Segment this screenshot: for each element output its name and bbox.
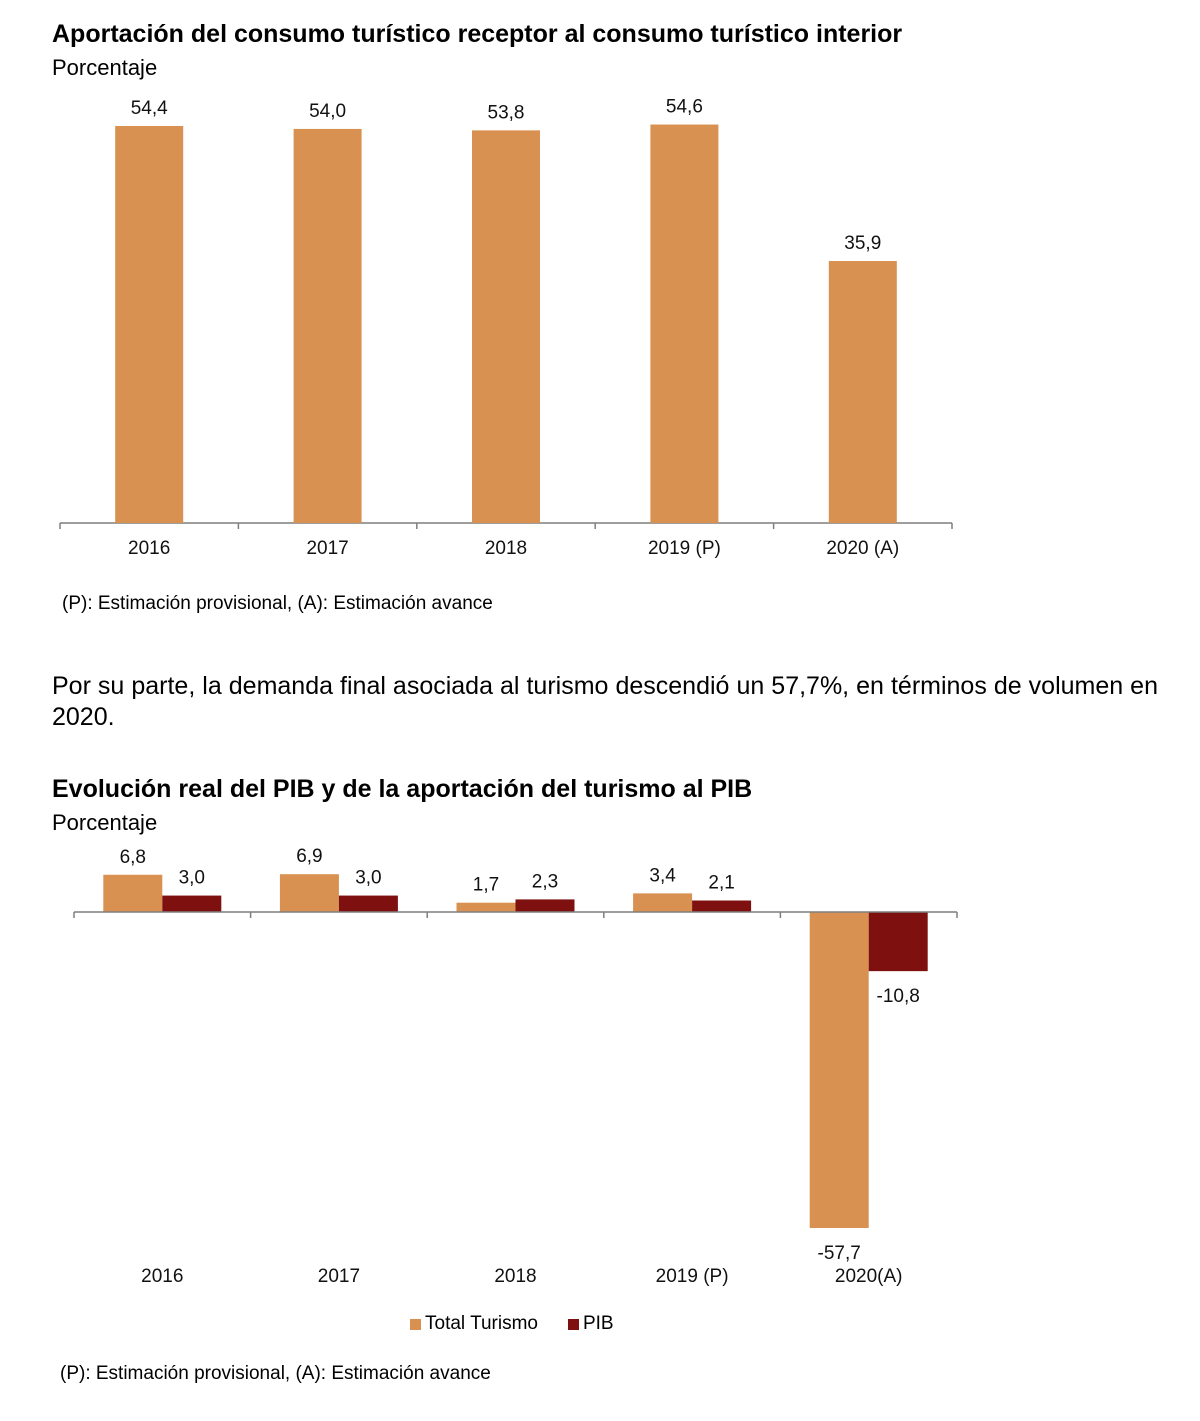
chart2-bar-pib <box>869 912 928 971</box>
chart2-data-label-turismo: 3,4 <box>649 865 676 887</box>
legend-label-turismo: Total Turismo <box>425 1313 538 1334</box>
chart2-subtitle: Porcentaje <box>52 810 158 835</box>
chart2-bar-pib <box>692 900 751 912</box>
chart2-bar-turismo <box>810 912 869 1228</box>
chart2-note: (P): Estimación provisional, (A): Estimación avance <box>60 1363 491 1384</box>
chart1-data-label: 53,8 <box>487 102 525 124</box>
chart2-bar-turismo <box>633 893 692 912</box>
chart1-tick-label: 2019 (P) <box>647 538 721 559</box>
chart1-data-label: 54,0 <box>309 100 347 122</box>
chart2-tick-label: 2016 <box>141 1266 184 1287</box>
chart2-bar-turismo <box>457 903 516 912</box>
legend-label-pib: PIB <box>582 1313 614 1334</box>
chart2-legend <box>410 1313 644 1335</box>
chart1-tick-label: 2016 <box>128 538 171 559</box>
chart1-title: Aportación del consumo turístico receptor al consumo turístico interior <box>52 20 903 48</box>
chart2-data-label-turismo: 6,9 <box>296 846 323 868</box>
chart1-data-label: 35,9 <box>844 233 882 255</box>
chart2-tick-label: 2017 <box>317 1266 361 1287</box>
chart1-data-label: 54,6 <box>665 96 703 118</box>
chart2-bar-pib <box>162 896 221 912</box>
chart2-data-label-turismo: 1,7 <box>472 874 500 896</box>
chart2-tick-label: 2020(A) <box>834 1266 903 1287</box>
legend-swatch-pib <box>568 1319 579 1330</box>
chart2-data-label-pib: 2,3 <box>531 871 559 893</box>
chart2-data-label-pib: 3,0 <box>178 867 206 889</box>
chart1-tick-label: 2018 <box>484 538 528 559</box>
chart2-tick-label: 2018 <box>494 1266 537 1287</box>
chart2-title: Evolución real del PIB y de la aportación del turismo al PIB <box>52 775 753 803</box>
body-paragraph: Por su parte, la demanda final asociada al turismo descendió un 57,7%, en términos de volumen en 2020. <box>52 672 1158 731</box>
chart2-bar-turismo <box>280 874 339 912</box>
chart1-tick-label: 2020 (A) <box>826 538 900 559</box>
chart2-data-label-pib: 2,1 <box>708 872 735 894</box>
chart2-bar-pib <box>339 896 398 912</box>
chart2-tick-label: 2019 (P) <box>655 1266 729 1287</box>
legend-item-turismo <box>410 1313 538 1335</box>
chart1-data-label: 54,4 <box>130 98 168 119</box>
legend-swatch-turismo <box>410 1319 421 1330</box>
chart2-bar-pib <box>516 899 575 912</box>
chart2-data-label-turismo: 6,8 <box>119 846 147 868</box>
chart2-data-label-pib: -10,8 <box>876 986 920 1008</box>
chart2-data-label-turismo: -57,7 <box>817 1243 861 1264</box>
chart2-bar-turismo <box>103 875 162 912</box>
chart2-data-label-pib: 3,0 <box>355 867 382 889</box>
chart1-tick-label: 2017 <box>306 538 349 559</box>
chart1-note: (P): Estimación provisional, (A): Estimación avance <box>62 593 493 614</box>
legend-item-pib <box>568 1313 614 1335</box>
chart1-subtitle: Porcentaje <box>52 55 158 80</box>
